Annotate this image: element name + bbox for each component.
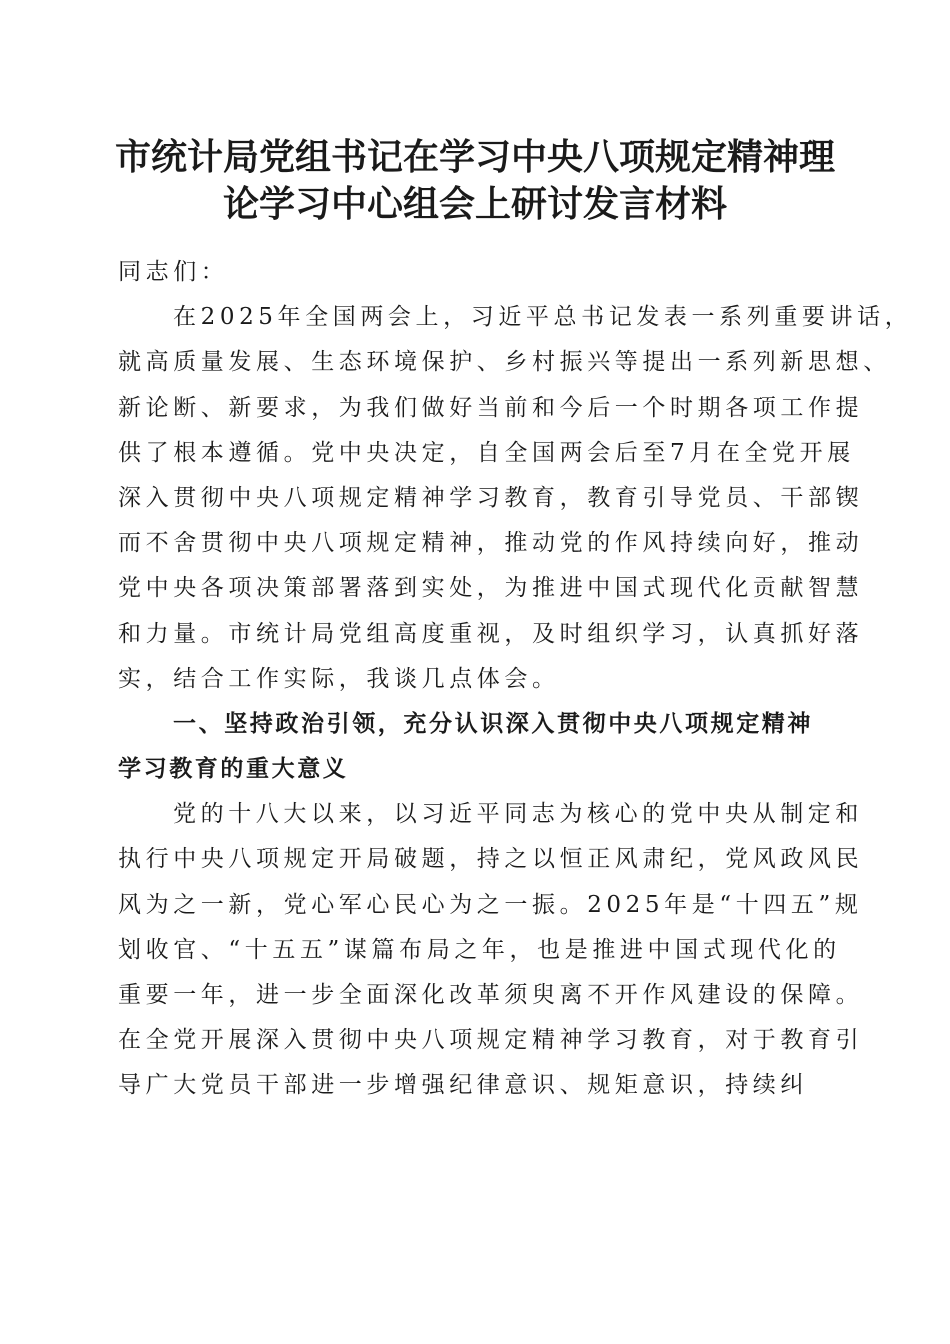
title-line-2: 论学习中心组会上研讨发言材料 xyxy=(222,183,727,225)
paragraph-line: 执行中央八项规定开局破题，持之以恒正风肃纪，党风政风民 xyxy=(118,846,864,873)
paragraph-line: 就高质量发展、生态环境保护、乡村振兴等提出一系列新思想、 xyxy=(118,349,891,376)
title-line-1: 市统计局党组书记在学习中央八项规定精神理 xyxy=(114,136,835,178)
paragraph-line: 在全党开展深入贯彻中央八项规定精神学习教育，对于教育引 xyxy=(118,1027,864,1054)
paragraph-line: 划收官、“十五五”谋篇布局之年，也是推进中国式现代化的 xyxy=(118,936,841,963)
paragraph-line: 和力量。市统计局党组高度重视，及时组织学习，认真抓好落 xyxy=(118,620,864,647)
paragraph-line: 供了根本遵循。党中央决定，自全国两会后至7月在全党开展 xyxy=(118,439,855,466)
paragraph-line: 重要一年，进一步全面深化改革须臾离不开作风建设的保障。 xyxy=(118,982,864,1008)
salutation: 同志们： xyxy=(118,259,229,285)
section-heading-line: 学习教育的重大意义 xyxy=(118,756,349,783)
paragraph-line: 而不舍贯彻中央八项规定精神，推动党的作风持续向好，推动 xyxy=(118,530,864,557)
paragraph-line: 导广大党员干部进一步增强纪律意识、规矩意识，持续纠 xyxy=(118,1072,808,1099)
paragraph-line: 新论断、新要求，为我们做好当前和今后一个时期各项工作提 xyxy=(118,394,864,421)
paragraph-section-1 xyxy=(118,792,864,1108)
section-heading-1 xyxy=(118,702,838,792)
paragraph-line: 实，结合工作实际，我谈几点体会。 xyxy=(118,665,560,692)
document-body xyxy=(118,250,913,1109)
document-title xyxy=(90,134,860,228)
section-heading-line: 一、坚持政治引领，充分认识深入贯彻中央八项规定精神 xyxy=(173,710,813,737)
paragraph-line: 党中央各项决策部署落到实处，为推进中国式现代化贡献智慧 xyxy=(118,575,864,602)
paragraph-line: 深入贯彻中央八项规定精神学习教育，教育引导党员、干部锲 xyxy=(118,484,864,511)
paragraph-line: 风为之一新，党心军心民心为之一振。2025年是“十四五”规 xyxy=(118,891,863,918)
paragraph-intro xyxy=(118,295,913,702)
paragraph-line: 在2025年全国两会上，习近平总书记发表一系列重要讲话， xyxy=(173,304,913,331)
paragraph-line: 党的十八大以来，以习近平同志为核心的党中央从制定和 xyxy=(173,801,863,828)
